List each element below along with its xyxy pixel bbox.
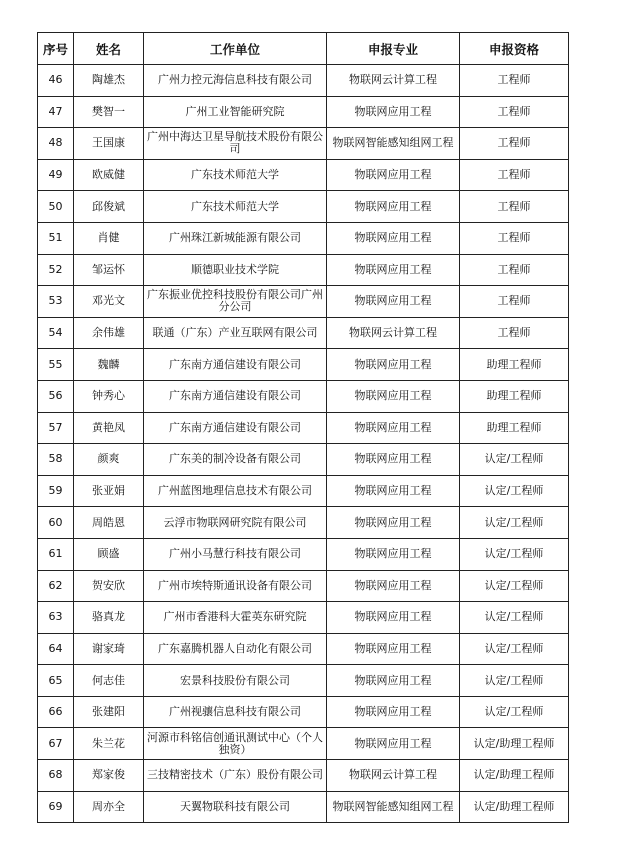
specialty-cell: 物联网应用工程 — [327, 444, 460, 476]
table-row — [38, 286, 569, 318]
serial-cell: 56 — [38, 380, 74, 412]
qualification-cell: 工程师 — [460, 222, 569, 254]
employer-cell: 河源市科铭信创通讯测试中心（个人独资） — [144, 728, 327, 760]
specialty-cell: 物联网应用工程 — [327, 665, 460, 697]
specialty-cell: 物联网应用工程 — [327, 538, 460, 570]
serial-cell: 61 — [38, 538, 74, 570]
serial-cell: 51 — [38, 222, 74, 254]
table-row — [38, 349, 569, 381]
employer-cell: 广东技术师范大学 — [144, 191, 327, 223]
employer-cell: 广州蓝图地理信息技术有限公司 — [144, 475, 327, 507]
qualification-cell: 工程师 — [460, 96, 569, 128]
table-row — [38, 570, 569, 602]
serial-cell: 46 — [38, 65, 74, 97]
name-cell: 贺安欣 — [74, 570, 144, 602]
table-row — [38, 507, 569, 539]
name-cell: 骆真龙 — [74, 602, 144, 634]
employer-cell: 广东技术师范大学 — [144, 159, 327, 191]
employer-cell: 三技精密技术（广东）股份有限公司 — [144, 760, 327, 792]
serial-cell: 63 — [38, 602, 74, 634]
table-row — [38, 538, 569, 570]
header-qualification: 申报资格 — [460, 33, 569, 65]
table-row — [38, 380, 569, 412]
serial-cell: 65 — [38, 665, 74, 697]
qualification-cell: 认定/工程师 — [460, 665, 569, 697]
table-row — [38, 65, 569, 97]
name-cell: 邓光文 — [74, 286, 144, 318]
name-cell: 肖健 — [74, 222, 144, 254]
qualification-cell: 助理工程师 — [460, 412, 569, 444]
table-header-row — [38, 33, 569, 65]
employer-cell: 云浮市物联网研究院有限公司 — [144, 507, 327, 539]
serial-cell: 67 — [38, 728, 74, 760]
specialty-cell: 物联网应用工程 — [327, 475, 460, 507]
table-row — [38, 602, 569, 634]
qualification-cell: 认定/助理工程师 — [460, 728, 569, 760]
name-cell: 邱俊斌 — [74, 191, 144, 223]
name-cell: 陶雄杰 — [74, 65, 144, 97]
table-body — [38, 65, 569, 823]
serial-cell: 47 — [38, 96, 74, 128]
serial-cell: 64 — [38, 633, 74, 665]
serial-cell: 68 — [38, 760, 74, 792]
employer-cell: 广东嘉腾机器人自动化有限公司 — [144, 633, 327, 665]
specialty-cell: 物联网应用工程 — [327, 96, 460, 128]
specialty-cell: 物联网智能感知组网工程 — [327, 791, 460, 823]
serial-cell: 50 — [38, 191, 74, 223]
header-specialty: 申报专业 — [327, 33, 460, 65]
applicant-table — [37, 32, 569, 823]
qualification-cell: 认定/助理工程师 — [460, 760, 569, 792]
qualification-cell: 认定/工程师 — [460, 570, 569, 602]
qualification-cell: 助理工程师 — [460, 380, 569, 412]
serial-cell: 69 — [38, 791, 74, 823]
employer-cell: 广州工业智能研究院 — [144, 96, 327, 128]
employer-cell: 广州小马慧行科技有限公司 — [144, 538, 327, 570]
serial-cell: 60 — [38, 507, 74, 539]
specialty-cell: 物联网应用工程 — [327, 380, 460, 412]
qualification-cell: 工程师 — [460, 191, 569, 223]
name-cell: 魏麟 — [74, 349, 144, 381]
specialty-cell: 物联网应用工程 — [327, 728, 460, 760]
name-cell: 樊智一 — [74, 96, 144, 128]
specialty-cell: 物联网应用工程 — [327, 507, 460, 539]
table-row — [38, 728, 569, 760]
employer-cell: 广州珠江新城能源有限公司 — [144, 222, 327, 254]
name-cell: 朱兰花 — [74, 728, 144, 760]
qualification-cell: 工程师 — [460, 317, 569, 349]
serial-cell: 54 — [38, 317, 74, 349]
table-row — [38, 791, 569, 823]
serial-cell: 55 — [38, 349, 74, 381]
serial-cell: 62 — [38, 570, 74, 602]
serial-cell: 57 — [38, 412, 74, 444]
specialty-cell: 物联网应用工程 — [327, 570, 460, 602]
header-employer: 工作单位 — [144, 33, 327, 65]
name-cell: 颜爽 — [74, 444, 144, 476]
employer-cell: 广州市香港科大霍英东研究院 — [144, 602, 327, 634]
table-row — [38, 191, 569, 223]
name-cell: 何志佳 — [74, 665, 144, 697]
table-row — [38, 222, 569, 254]
name-cell: 邹运怀 — [74, 254, 144, 286]
specialty-cell: 物联网应用工程 — [327, 159, 460, 191]
table-row — [38, 317, 569, 349]
employer-cell: 宏景科技股份有限公司 — [144, 665, 327, 697]
table-row — [38, 128, 569, 160]
employer-cell: 广东振业优控科技股份有限公司广州分公司 — [144, 286, 327, 318]
specialty-cell: 物联网应用工程 — [327, 602, 460, 634]
name-cell: 张建阳 — [74, 696, 144, 728]
specialty-cell: 物联网应用工程 — [327, 222, 460, 254]
qualification-cell: 工程师 — [460, 159, 569, 191]
specialty-cell: 物联网云计算工程 — [327, 760, 460, 792]
specialty-cell: 物联网应用工程 — [327, 286, 460, 318]
table-row — [38, 665, 569, 697]
specialty-cell: 物联网应用工程 — [327, 696, 460, 728]
qualification-cell: 认定/工程师 — [460, 633, 569, 665]
specialty-cell: 物联网应用工程 — [327, 412, 460, 444]
name-cell: 欧威健 — [74, 159, 144, 191]
serial-cell: 59 — [38, 475, 74, 507]
name-cell: 谢家琦 — [74, 633, 144, 665]
serial-cell: 49 — [38, 159, 74, 191]
name-cell: 张亚娟 — [74, 475, 144, 507]
table-row — [38, 254, 569, 286]
qualification-cell: 认定/工程师 — [460, 538, 569, 570]
employer-cell: 广州力控元海信息科技有限公司 — [144, 65, 327, 97]
specialty-cell: 物联网应用工程 — [327, 349, 460, 381]
employer-cell: 广州视骧信息科技有限公司 — [144, 696, 327, 728]
table-row — [38, 159, 569, 191]
qualification-cell: 助理工程师 — [460, 349, 569, 381]
employer-cell: 顺德职业技术学院 — [144, 254, 327, 286]
specialty-cell: 物联网云计算工程 — [327, 317, 460, 349]
table-row — [38, 412, 569, 444]
qualification-cell: 认定/工程师 — [460, 507, 569, 539]
table-row — [38, 475, 569, 507]
qualification-cell: 工程师 — [460, 65, 569, 97]
name-cell: 王国康 — [74, 128, 144, 160]
name-cell: 郑家俊 — [74, 760, 144, 792]
specialty-cell: 物联网应用工程 — [327, 254, 460, 286]
serial-cell: 53 — [38, 286, 74, 318]
name-cell: 顾盛 — [74, 538, 144, 570]
employer-cell: 广东南方通信建设有限公司 — [144, 349, 327, 381]
employer-cell: 联通（广东）产业互联网有限公司 — [144, 317, 327, 349]
qualification-cell: 工程师 — [460, 254, 569, 286]
employer-cell: 广东南方通信建设有限公司 — [144, 412, 327, 444]
qualification-cell: 工程师 — [460, 286, 569, 318]
name-cell: 余伟雄 — [74, 317, 144, 349]
name-cell: 黄艳凤 — [74, 412, 144, 444]
specialty-cell: 物联网应用工程 — [327, 633, 460, 665]
qualification-cell: 认定/工程师 — [460, 475, 569, 507]
employer-cell: 天翼物联科技有限公司 — [144, 791, 327, 823]
serial-cell: 52 — [38, 254, 74, 286]
table-row — [38, 444, 569, 476]
table-row — [38, 760, 569, 792]
table-row — [38, 633, 569, 665]
name-cell: 周亦全 — [74, 791, 144, 823]
table-row — [38, 96, 569, 128]
serial-cell: 48 — [38, 128, 74, 160]
header-serial: 序号 — [38, 33, 74, 65]
specialty-cell: 物联网云计算工程 — [327, 65, 460, 97]
name-cell: 周皓恩 — [74, 507, 144, 539]
serial-cell: 58 — [38, 444, 74, 476]
employer-cell: 广东美的制冷设备有限公司 — [144, 444, 327, 476]
qualification-cell: 认定/助理工程师 — [460, 791, 569, 823]
serial-cell: 66 — [38, 696, 74, 728]
table-row — [38, 696, 569, 728]
header-name: 姓名 — [74, 33, 144, 65]
employer-cell: 广州市埃特斯通讯设备有限公司 — [144, 570, 327, 602]
qualification-cell: 工程师 — [460, 128, 569, 160]
employer-cell: 广州中海达卫星导航技术股份有限公司 — [144, 128, 327, 160]
qualification-cell: 认定/工程师 — [460, 444, 569, 476]
name-cell: 钟秀心 — [74, 380, 144, 412]
specialty-cell: 物联网智能感知组网工程 — [327, 128, 460, 160]
specialty-cell: 物联网应用工程 — [327, 191, 460, 223]
qualification-cell: 认定/工程师 — [460, 696, 569, 728]
employer-cell: 广东南方通信建设有限公司 — [144, 380, 327, 412]
qualification-cell: 认定/工程师 — [460, 602, 569, 634]
